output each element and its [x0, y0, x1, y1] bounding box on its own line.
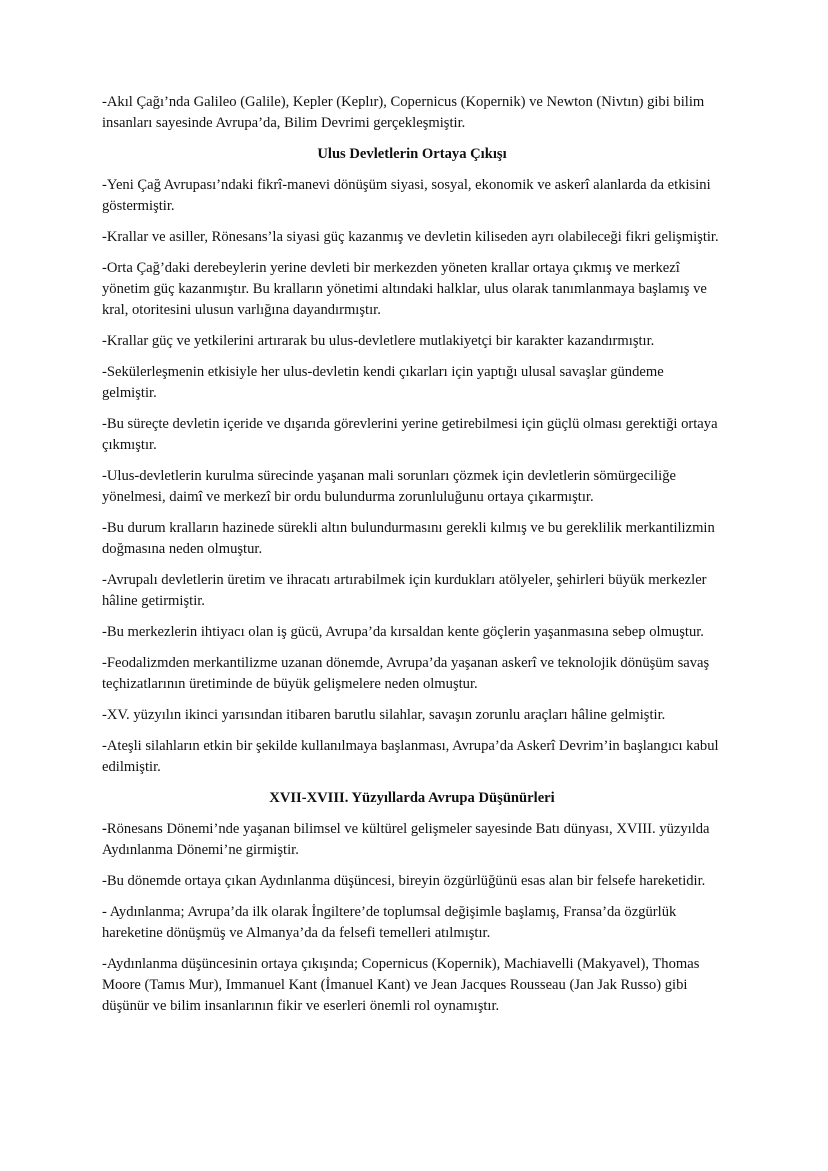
paragraph-enlightenment-thinkers: -Aydınlanma düşüncesinin ortaya çıkışında; Copernicus (Kopernik), Machiavelli (Makyavel), Thomas Moore (Tamıs Mur), Immanuel Kant (İmanuel Kant) ve Jean Jacques Rousseau (Jan Jak Russo) gibi düşünür ve bilim insanlarının fikir ve eserleri önemli rol oynamıştır. — [102, 956, 700, 1014]
paragraph-colonialism: -Ulus-devletlerin kurulma sürecinde yaşanan mali sorunları çözmek için devletlerin sömürgeciliğe yönelmesi, daimî ve merkezî bir ordu bulundurma zorunluluğunu ortaya çıkarmıştır. — [102, 468, 676, 505]
paragraph-central-government: -Orta Çağ’daki derebeylerin yerine devleti bir merkezden yöneten krallar ortaya çıkmış ve merkezî yönetim güç kazanmıştır. Bu kralların yönetimi altındaki halklar, ulus olarak tanımlanmaya başlamış ve kral, otoritesini ulusun varlığına dayandırmıştır. — [102, 260, 707, 318]
paragraph-military-revolution: -Ateşli silahların etkin bir şekilde kullanılmaya başlanması, Avrupa’da Askerî Devrim’in başlangıcı kabul edilmiştir. — [102, 738, 719, 775]
paragraph-gunpowder: -XV. yüzyılın ikinci yarısından itibaren barutlu silahlar, savaşın zorunlu araçları hâline gelmiştir. — [102, 707, 666, 723]
paragraph-enlightenment-entry — [102, 819, 722, 861]
paragraph-mercantilism: -Bu durum kralların hazinede sürekli altın bulundurmasını gerekli kılmış ve bu gereklilik merkantilizmin doğmasına neden olmuştur. — [102, 520, 715, 557]
paragraph-military-transformation: -Feodalizmden merkantilizme uzanan dönemde, Avrupa’da yaşanan askerî ve teknolojik dönüşüm savaş teçhizatlarının üretiminde de büyük gelişmelere neden olmuştur. — [102, 655, 710, 692]
paragraph-secularization: -Sekülerleşmenin etkisiyle her ulus-devletin kendi çıkarları için yaptığı ulusal savaşlar gündeme gelmiştir. — [102, 364, 664, 401]
paragraph-scientific-revolution: -Akıl Çağı’nda Galileo (Galile), Kepler (Keplır), Copernicus (Kopernik) ve Newton (Nivtın) gibi bilim insanları sayesinde Avrupa’da, Bilim Devrimi gerçekleşmiştir. — [102, 94, 705, 131]
paragraph-transformation: -Yeni Çağ Avrupası’ndaki fikrî-manevi dönüşüm siyasi, sosyal, ekonomik ve askerî alanlarda da etkisini göstermiştir. — [102, 177, 711, 214]
paragraph-strong-state: -Bu süreçte devletin içeride ve dışarıda görevlerini yerine getirebilmesi için güçlü olması gerektiği ortaya çıkmıştır. — [102, 416, 718, 453]
paragraph-workshops: -Avrupalı devletlerin üretim ve ihracatı artırabilmek için kurdukları atölyeler, şehirleri büyük merkezler hâline getirmiştir. — [102, 572, 707, 609]
heading-nation-states: Ulus Devletlerin Ortaya Çıkışı — [317, 146, 507, 162]
paragraph-text: Rönesans Dönemi’nde yaşanan bilimsel ve kültürel gelişmeler sayesinde Batı dünyası, XVIII. yüzyılda Aydınlanma Dönemi’ne girmiştir. — [102, 821, 710, 858]
paragraph-enlightenment-countries: - Aydınlanma; Avrupa’da ilk olarak İngiltere’de toplumsal değişimle başlamış, Fransa’da özgürlük hareketine dönüşmüş ve Almanya’da da felsefi temelleri atılmıştır. — [102, 904, 677, 941]
paragraph-kings-nobles: -Krallar ve asiller, Rönesans’la siyasi güç kazanmış ve devletin kiliseden ayrı olabileceği fikri gelişmiştir. — [102, 229, 719, 245]
heading-european-thinkers: XVII-XVIII. Yüzyıllarda Avrupa Düşünürleri — [269, 790, 555, 806]
bold-dash: - — [102, 821, 107, 837]
paragraph-enlightenment-definition: -Bu dönemde ortaya çıkan Aydınlanma düşüncesi, bireyin özgürlüğünü esas alan bir felsefe hareketidir. — [102, 873, 706, 889]
paragraph-migration: -Bu merkezlerin ihtiyacı olan iş gücü, Avrupa’da kırsaldan kente göçlerin yaşanmasına sebep olmuştur. — [102, 624, 704, 640]
paragraph-absolutism: -Krallar güç ve yetkilerini artırarak bu ulus-devletlere mutlakiyetçi bir karakter kazandırmıştır. — [102, 333, 655, 349]
document-page — [102, 92, 722, 1027]
